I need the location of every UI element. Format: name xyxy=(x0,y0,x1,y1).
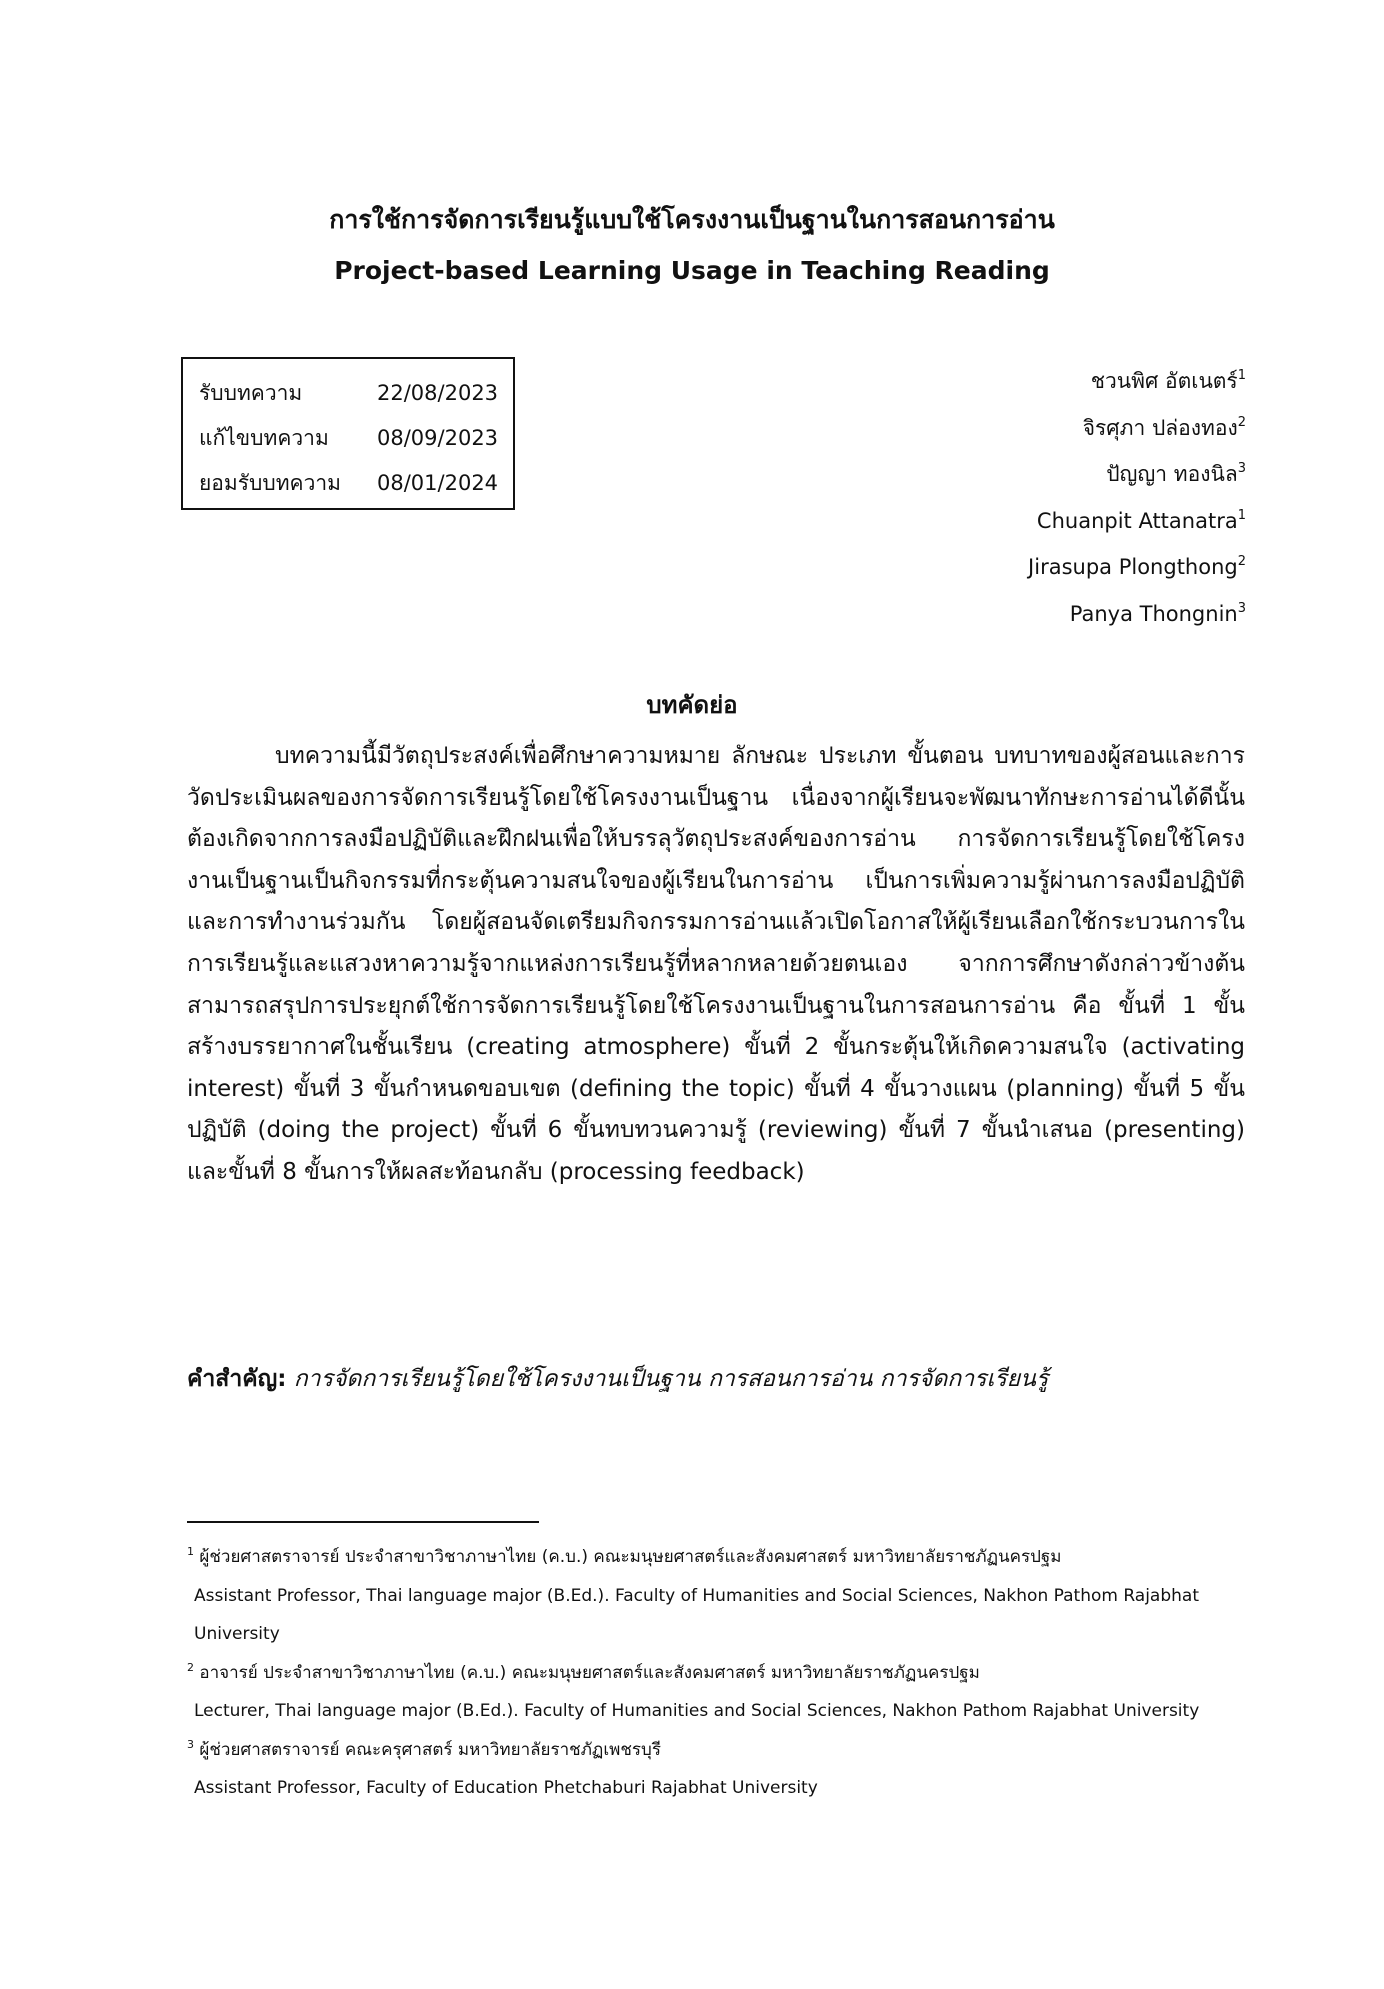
author-affiliation-mark: 2 xyxy=(1237,414,1246,430)
footnote-english: Assistant Professor, Thai language major (B.Ed.). Faculty of Humanities and Social Sciences, Nakhon Pathom Rajabhat University xyxy=(194,1585,1199,1644)
footnotes xyxy=(187,1538,1257,1808)
footnote-english: Assistant Professor, Faculty of Education Phetchaburi Rajabhat University xyxy=(194,1778,818,1798)
footnote-mark: 2 xyxy=(187,1660,194,1674)
author-name: จิรศุภา ปล่องทอง$^2$ xyxy=(1082,414,1246,440)
author-list xyxy=(1028,358,1246,638)
date-value: 08/01/2024 xyxy=(377,471,499,495)
date-value: 08/09/2023 xyxy=(377,426,499,450)
footnote-thai: $^3$ ผู้ช่วยศาสตราจารย์ คณะครุศาสตร์ มหาวิทยาลัยราชภัฏเพชรบุรี xyxy=(187,1737,661,1760)
footnote-mark: 3 xyxy=(187,1737,194,1751)
author-name: Panya Thongnin$^3$ xyxy=(1069,600,1246,626)
footnote-english: Lecturer, Thai language major (B.Ed.). Faculty of Humanities and Social Sciences, Nakhon Pathom Rajabhat University xyxy=(194,1701,1200,1721)
author-affiliation-mark: 3 xyxy=(1237,600,1246,616)
author-affiliation-mark: 3 xyxy=(1237,461,1246,477)
abstract-heading: บทคัดย่อ xyxy=(646,691,738,719)
keywords-text: การจัดการเรียนรู้โดยใช้โครงงานเป็นฐาน การสอนการอ่าน การจัดการเรียนรู้ xyxy=(293,1366,1049,1392)
abstract-body: บทความนี้มีวัตถุประสงค์เพื่อศึกษาความหมาย ลักษณะ ประเภท ขั้นตอน บทบาทของผู้สอนและการวัดประเมินผลของการจัดการเรียนรู้โดยใช้โครงงานเป็นฐาน เนื่องจากผู้เรียนจะพัฒนาทักษะการอ่านได้ดีนั้น ต้องเกิดจากการลงมือปฏิบัติและฝึกฝนเพื่อให้บรรลุวัตถุประสงค์ของการอ่าน การจัดการเรียนรู้โดยใช้โครงงานเป็นฐานเป็นกิจกรรมที่กระตุ้นความสนใจของผู้เรียนในการอ่าน เป็นการเพิ่มความรู้ผ่านการลงมือปฏิบัติและการทำงานร่วมกัน โดยผู้สอนจัดเตรียมกิจกรรมการอ่านแล้วเปิดโอกาสให้ผู้เรียนเลือกใช้กระบวนการในการเรียนรู้และแสวงหาความรู้จากแหล่งการเรียนรู้ที่หลากหลายด้วยตนเอง จากการศึกษาดังกล่าวข้างต้น สามารถสรุปการประยุกต์ใช้การจัดการเรียนรู้โดยใช้โครงงานเป็นฐานในการสอนการอ่าน คือ ขั้นที่ 1 ขั้นสร้างบรรยากาศในชั้นเรียน (creating atmosphere) ขั้นที่ 2 ขั้นกระตุ้นให้เกิดความสนใจ (activating interest) ขั้นที่ 3 ขั้นกำหนดขอบเขต (defining the topic) ขั้นที่ 4 ขั้นวางแผน (planning) ขั้นที่ 5 ขั้นปฏิบัติ (doing the project) ขั้นที่ 6 ขั้นทบทวนความรู้ (reviewing) ขั้นที่ 7 ขั้นนำเสนอ (presenting) และขั้นที่ 8 ขั้นการให้ผลสะท้อนกลับ (processing feedback) xyxy=(187,743,1245,1185)
keywords xyxy=(187,1359,1247,1399)
author-name: Chuanpit Attanatra$^1$ xyxy=(1036,507,1246,533)
date-label: รับบทความ xyxy=(199,381,303,405)
date-label: ยอมรับบทความ xyxy=(199,471,342,495)
date-row-received xyxy=(199,371,513,416)
date-value: 22/08/2023 xyxy=(377,381,499,405)
footnote-thai: $^2$ อาจารย์ ประจำสาขาวิชาภาษาไทย (ค.บ.) คณะมนุษยศาสตร์และสังคมศาสตร์ มหาวิทยาลัยราชภัฏนครปฐม xyxy=(187,1660,980,1683)
author-affiliation-mark: 1 xyxy=(1237,507,1246,523)
author-name: Jirasupa Plongthong$^2$ xyxy=(1028,554,1246,580)
author-affiliation-mark: 2 xyxy=(1237,554,1246,570)
footnote-divider xyxy=(187,1521,539,1523)
date-row-revised xyxy=(199,416,513,461)
author-name: ปัญญา ทองนิล$^3$ xyxy=(1106,461,1246,487)
author-name: ชวนพิศ อัตเนตร์$^1$ xyxy=(1090,368,1246,393)
author-affiliation-mark: 1 xyxy=(1237,368,1246,383)
keywords-label: คำสำคัญ: xyxy=(187,1366,287,1392)
submission-dates-box xyxy=(181,357,515,510)
date-label: แก้ไขบทความ xyxy=(199,426,329,450)
title-thai: การใช้การจัดการเรียนรู้แบบใช้โครงงานเป็นฐานในการสอนการอ่าน xyxy=(329,205,1055,234)
title-english: Project-based Learning Usage in Teaching Reading xyxy=(334,256,1050,285)
footnote-mark: 1 xyxy=(187,1545,194,1558)
date-row-accepted xyxy=(199,461,513,506)
footnote-thai: $^1$ ผู้ช่วยศาสตราจารย์ ประจำสาขาวิชาภาษาไทย (ค.บ.) คณะมนุษยศาสตร์และสังคมศาสตร์ มหาวิทยาลัยราชภัฏนครปฐม xyxy=(187,1545,1062,1567)
